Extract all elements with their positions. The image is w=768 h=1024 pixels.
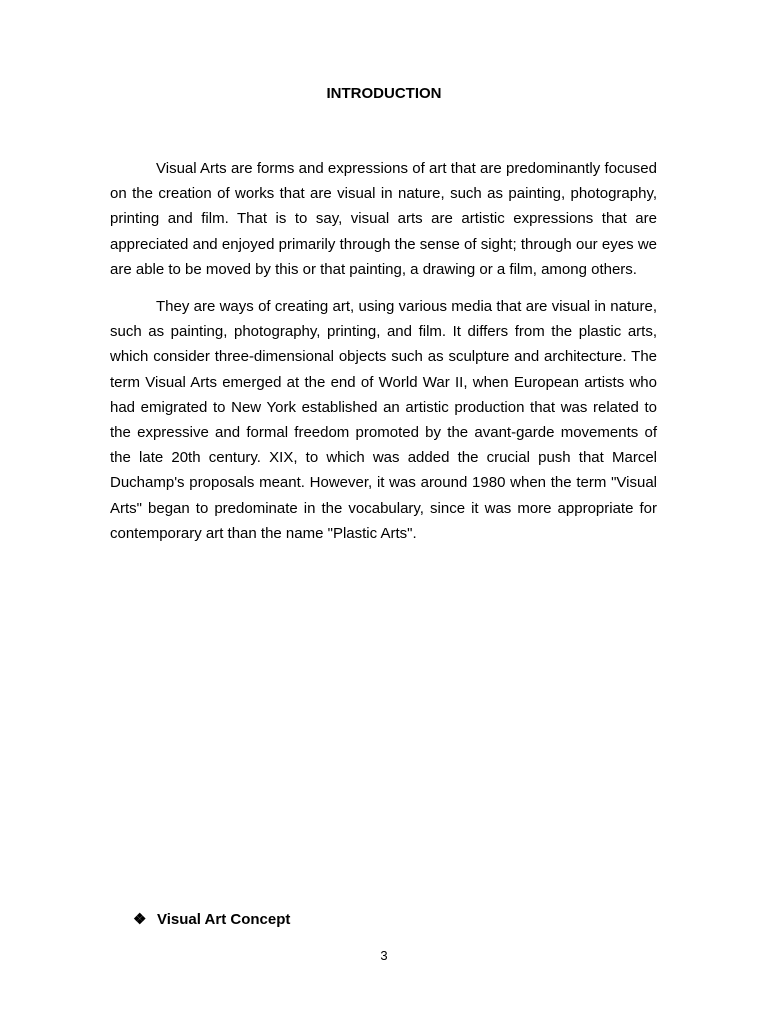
- body-text: [110, 156, 657, 558]
- page-number: 3: [380, 948, 388, 963]
- paragraph-1: Visual Arts are forms and expressions of art that are predominantly focused on the creation of works that are visual in nature, such as painting, photography, printing and film. That is to say, visual arts are artistic expressions that are appreciated and enjoyed primarily through the sense of sight; through our eyes we are able to be moved by this or that painting, a drawing or a film, among others.: [110, 160, 657, 278]
- diamond-bullet-icon: ❖: [133, 911, 147, 928]
- section-heading-label: Visual Art Concept: [157, 911, 291, 928]
- section-heading: [133, 910, 290, 930]
- page-title: INTRODUCTION: [326, 85, 442, 102]
- paragraph-2: They are ways of creating art, using various media that are visual in nature, such as painting, photography, printing, and film. It differs from the plastic arts, which consider three-dimensional objects such as sculpture and architecture. The term Visual Arts emerged at the end of World War II, when European artists who had emigrated to New York established an artistic production that was related to the expressive and formal freedom promoted by the avant-garde movements of the late 20th century. XIX, to which was added the crucial push that Marcel Duchamp's proposals meant. However, it was around 1980 when the term "Visual Arts" began to predominate in the vocabulary, since it was more appropriate for contemporary art than the name "Plastic Arts".: [110, 298, 657, 542]
